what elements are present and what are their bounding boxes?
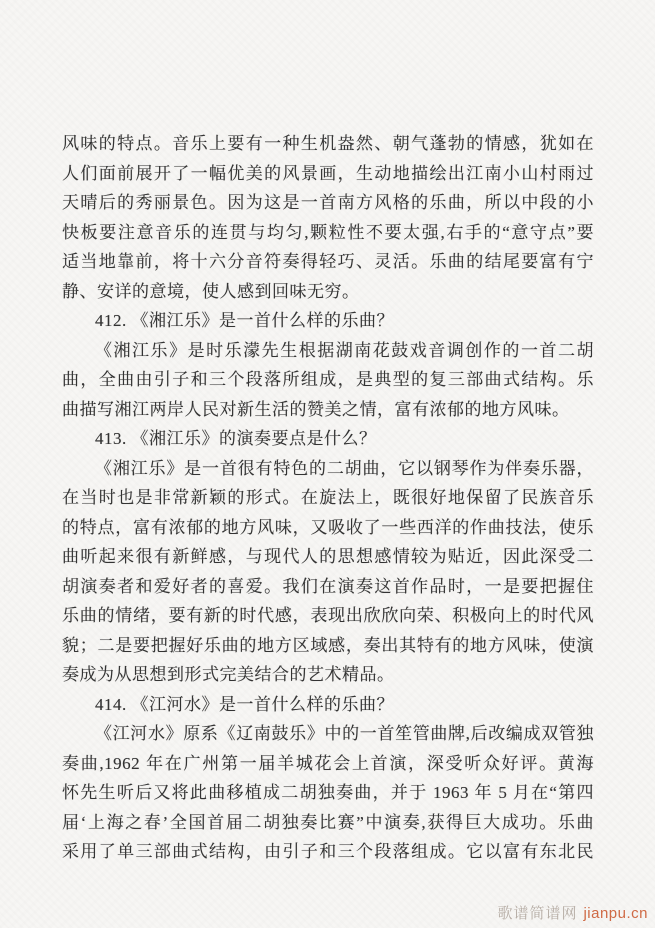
text-line: 《江河水》原系《辽南鼓乐》中的一首笙管曲牌,后改编成双管独 [95, 724, 594, 743]
text-line: 风味的特点。音乐上要有一种生机盎然、朝气蓬勃的情感，犹如在 [62, 134, 594, 153]
text-line: 采用了单三部曲式结构，由引子和三个段落组成。它以富有东北民 [62, 842, 594, 861]
text-line: 奏成为从思想到形式完美结合的艺术精品。 [62, 665, 395, 684]
paragraph-answer [62, 336, 594, 425]
text-line: 乐曲的情绪，要有新的时代感，表现出欣欣向荣、积极向上的时代风 [62, 606, 594, 625]
watermark-site-name: 歌谱简谱网 [497, 906, 578, 922]
text-line: 胡演奏者和爱好者的喜爱。我们在演奏这首作品时，一是要把握住 [62, 576, 594, 596]
page-text-block [62, 129, 594, 867]
text-line: 届‘上海之春’全国首届二胡独奏比赛”中演奏,获得巨大成功。乐曲 [62, 812, 594, 832]
text-line: 曲，全曲由引子和三个段落所组成，是典型的复三部曲式结构。乐 [62, 370, 594, 389]
question-line: 412. 《湘江乐》是一首什么样的乐曲？ [95, 311, 394, 330]
paragraph-question [62, 424, 594, 454]
paragraph-body-continuation [62, 129, 594, 306]
text-line: 《湘江乐》是一首很有特色的二胡曲，它以钢琴作为伴奏乐器， [95, 458, 594, 478]
text-line: 静、安详的意境，使人感到回味无穷。 [62, 281, 360, 301]
paragraph-question [62, 690, 594, 720]
text-line: 貌；二是要把握好乐曲的地方区域感，奏出其特有的地方风味，使演 [62, 635, 594, 655]
paragraph-question [62, 306, 594, 336]
text-line: 的特点，富有浓郁的地方风味，又吸收了一些西洋的作曲技法，使乐 [62, 517, 594, 537]
text-line: 怀先生听后又将此曲移植成二胡独奏曲，并于 1963 年 5 月在“第四 [62, 783, 594, 802]
paragraph-answer [62, 454, 594, 690]
question-line: 413. 《湘江乐》的演奏要点是什么？ [95, 429, 377, 448]
text-line: 奏曲,1962 年在广州第一届羊城花会上首演，深受听众好评。黄海 [62, 753, 594, 773]
question-line: 414. 《江河水》是一首什么样的乐曲？ [95, 694, 394, 714]
watermark [497, 902, 648, 923]
text-line: 快板要注意音乐的连贯与均匀,颗粒性不要太强,右手的“意守点”要 [62, 222, 594, 242]
text-line: 《湘江乐》是时乐濛先生根据湖南花鼓戏音调创作的一首二胡 [95, 340, 594, 360]
text-line: 天晴后的秀丽景色。因为这是一首南方风格的乐曲，所以中段的小 [62, 193, 594, 212]
text-line: 曲听起来很有新鲜感，与现代人的思想感情较为贴近，因此深受二 [62, 547, 594, 566]
watermark-site-url: jianpu.cn [583, 905, 648, 922]
text-line: 在当时也是非常新颖的形式。在旋法上，既很好地保留了民族音乐 [62, 488, 594, 507]
text-line: 曲描写湘江两岸人民对新生活的赞美之情，富有浓郁的地方风味。 [62, 399, 570, 419]
paragraph-answer [62, 719, 594, 867]
text-line: 人们面前展开了一幅优美的风景画，生动地描绘出江南小山村雨过 [62, 163, 594, 183]
text-line: 适当地靠前，将十六分音符奏得轻巧、灵活。乐曲的结尾要富有宁 [62, 252, 594, 271]
